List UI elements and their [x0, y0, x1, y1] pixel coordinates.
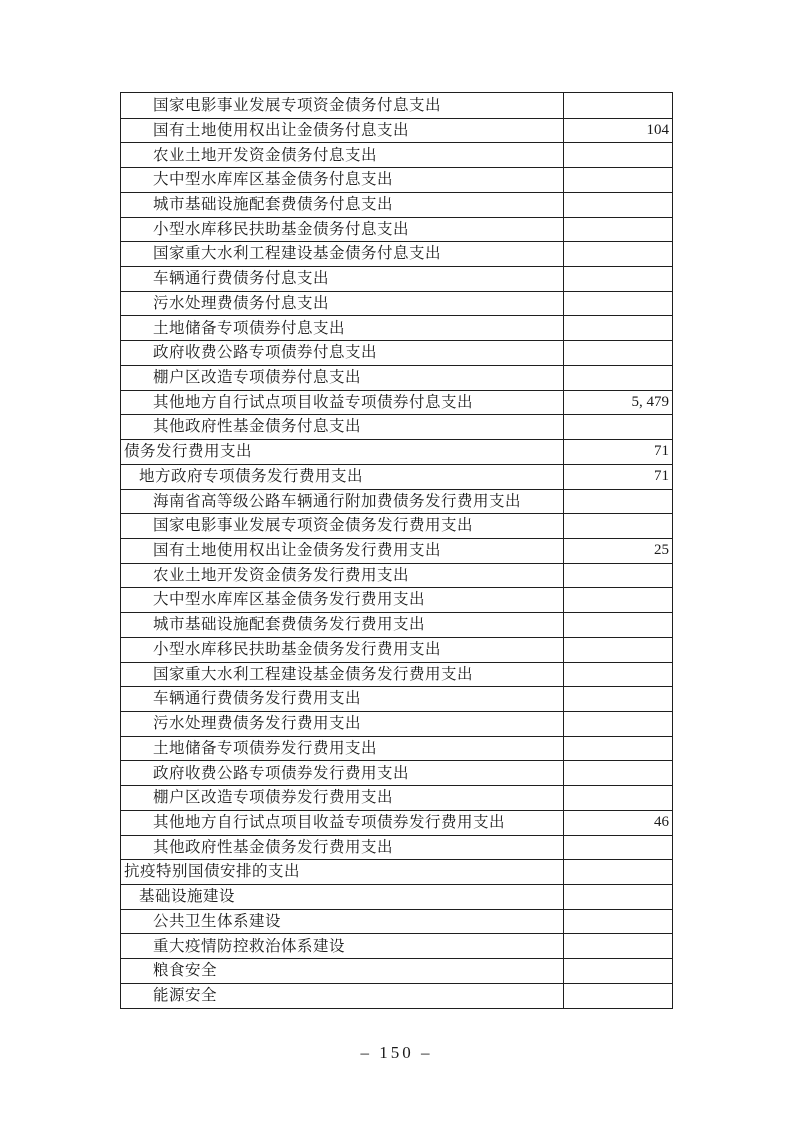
item-value: 5, 479 — [631, 393, 669, 410]
table-row — [121, 513, 672, 538]
item-label: 大中型水库库区基金债务发行费用支出 — [153, 591, 426, 609]
table-row — [121, 637, 672, 662]
item-label: 能源安全 — [153, 986, 218, 1004]
item-name-cell — [121, 93, 564, 118]
item-value: 46 — [654, 814, 669, 831]
item-name-cell — [121, 934, 564, 958]
table-row — [121, 686, 672, 711]
item-name-cell — [121, 341, 564, 365]
item-label: 抗疫特别国债安排的支出 — [124, 863, 301, 881]
item-value-cell — [564, 292, 672, 316]
item-label: 国有土地使用权出让金债务付息支出 — [153, 121, 410, 139]
item-label: 国家重大水利工程建设基金债务付息支出 — [153, 245, 442, 263]
table-row — [121, 859, 672, 884]
item-value-cell — [564, 267, 672, 291]
item-name-cell — [121, 490, 564, 514]
item-value-cell — [564, 885, 672, 909]
item-value-cell — [564, 910, 672, 934]
item-name-cell — [121, 811, 564, 835]
item-label: 城市基础设施配套费债务付息支出 — [153, 195, 394, 213]
item-value-cell — [564, 415, 672, 439]
item-value-cell — [564, 860, 672, 884]
budget-table — [120, 92, 673, 1009]
item-label: 小型水库移民扶助基金债务发行费用支出 — [153, 640, 442, 658]
table-row — [121, 662, 672, 687]
item-label: 国家电影事业发展专项资金债务付息支出 — [153, 96, 442, 114]
item-name-cell — [121, 267, 564, 291]
table-row — [121, 340, 672, 365]
item-value-cell — [564, 638, 672, 662]
item-label: 政府收费公路专项债券付息支出 — [153, 344, 378, 362]
item-value-cell — [564, 242, 672, 266]
item-value: 25 — [654, 542, 669, 559]
item-value-cell — [564, 366, 672, 390]
table-row — [121, 291, 672, 316]
item-label: 国有土地使用权出让金债务发行费用支出 — [153, 542, 442, 560]
table-row — [121, 538, 672, 563]
item-label: 农业土地开发资金债务付息支出 — [153, 146, 378, 164]
item-value-cell — [564, 218, 672, 242]
item-label: 城市基础设施配套费债务发行费用支出 — [153, 616, 426, 634]
item-label: 国家重大水利工程建设基金债务发行费用支出 — [153, 665, 474, 683]
table-row — [121, 884, 672, 909]
item-value-cell — [564, 712, 672, 736]
item-value: 71 — [654, 443, 669, 460]
item-value-cell — [564, 959, 672, 983]
item-name-cell — [121, 193, 564, 217]
item-name-cell — [121, 761, 564, 785]
item-name-cell — [121, 440, 564, 464]
item-value-cell — [564, 811, 672, 835]
table-row — [121, 365, 672, 390]
table-row — [121, 736, 672, 761]
item-name-cell — [121, 638, 564, 662]
table-row — [121, 390, 672, 415]
item-value-cell — [564, 465, 672, 489]
item-name-cell — [121, 588, 564, 612]
item-name-cell — [121, 984, 564, 1008]
table-row — [121, 192, 672, 217]
item-value-cell — [564, 119, 672, 143]
item-label: 其他地方自行试点项目收益专项债券付息支出 — [153, 393, 474, 411]
item-label: 车辆通行费债务发行费用支出 — [153, 690, 362, 708]
table-row — [121, 167, 672, 192]
item-label: 污水处理费债务发行费用支出 — [153, 715, 362, 733]
item-value-cell — [564, 761, 672, 785]
table-row — [121, 464, 672, 489]
item-label: 土地储备专项债券发行费用支出 — [153, 739, 378, 757]
item-value-cell — [564, 490, 672, 514]
item-name-cell — [121, 316, 564, 340]
table-row — [121, 217, 672, 242]
item-name-cell — [121, 168, 564, 192]
item-value-cell — [564, 836, 672, 860]
table-row — [121, 587, 672, 612]
item-name-cell — [121, 415, 564, 439]
table-row — [121, 93, 672, 118]
item-label: 大中型水库库区基金债务付息支出 — [153, 171, 394, 189]
item-value-cell — [564, 168, 672, 192]
item-name-cell — [121, 613, 564, 637]
item-name-cell — [121, 514, 564, 538]
item-label: 土地储备专项债券付息支出 — [153, 319, 346, 337]
table-row — [121, 760, 672, 785]
table-row — [121, 142, 672, 167]
item-value: 71 — [654, 468, 669, 485]
table-row — [121, 810, 672, 835]
item-label: 政府收费公路专项债券发行费用支出 — [153, 764, 410, 782]
table-row — [121, 933, 672, 958]
item-label: 棚户区改造专项债券发行费用支出 — [153, 789, 394, 807]
item-value-cell — [564, 93, 672, 118]
table-row — [121, 612, 672, 637]
item-label: 车辆通行费债务付息支出 — [153, 270, 330, 288]
item-value-cell — [564, 316, 672, 340]
item-name-cell — [121, 885, 564, 909]
item-name-cell — [121, 836, 564, 860]
table-row — [121, 909, 672, 934]
item-name-cell — [121, 218, 564, 242]
item-name-cell — [121, 786, 564, 810]
table-row — [121, 315, 672, 340]
item-name-cell — [121, 712, 564, 736]
item-label: 污水处理费债务付息支出 — [153, 294, 330, 312]
item-name-cell — [121, 391, 564, 415]
item-label: 其他地方自行试点项目收益专项债券发行费用支出 — [153, 813, 506, 831]
item-name-cell — [121, 737, 564, 761]
item-label: 棚户区改造专项债券付息支出 — [153, 369, 362, 387]
item-name-cell — [121, 119, 564, 143]
item-label: 重大疫情防控救治体系建设 — [153, 937, 346, 955]
item-name-cell — [121, 292, 564, 316]
item-value-cell — [564, 934, 672, 958]
item-label: 公共卫生体系建设 — [153, 912, 282, 930]
item-name-cell — [121, 242, 564, 266]
table-row — [121, 958, 672, 983]
item-label: 债务发行费用支出 — [124, 443, 253, 461]
page-number: – 150 – — [360, 1043, 433, 1062]
item-value-cell — [564, 440, 672, 464]
item-value: 104 — [646, 122, 669, 139]
item-value-cell — [564, 514, 672, 538]
item-value-cell — [564, 143, 672, 167]
item-label: 农业土地开发资金债务发行费用支出 — [153, 566, 410, 584]
item-label: 基础设施建设 — [139, 888, 236, 906]
table-row — [121, 983, 672, 1008]
item-name-cell — [121, 539, 564, 563]
table-row — [121, 414, 672, 439]
item-label: 海南省高等级公路车辆通行附加费债务发行费用支出 — [153, 492, 522, 510]
table-row — [121, 439, 672, 464]
item-value-cell — [564, 737, 672, 761]
table-row — [121, 563, 672, 588]
item-name-cell — [121, 860, 564, 884]
item-name-cell — [121, 663, 564, 687]
table-row — [121, 785, 672, 810]
item-name-cell — [121, 465, 564, 489]
item-label: 其他政府性基金债务付息支出 — [153, 418, 362, 436]
item-label: 粮食安全 — [153, 962, 218, 980]
item-value-cell — [564, 564, 672, 588]
item-value-cell — [564, 341, 672, 365]
table-row — [121, 489, 672, 514]
item-value-cell — [564, 786, 672, 810]
item-name-cell — [121, 910, 564, 934]
item-value-cell — [564, 539, 672, 563]
item-name-cell — [121, 366, 564, 390]
table-row — [121, 711, 672, 736]
item-name-cell — [121, 959, 564, 983]
item-name-cell — [121, 687, 564, 711]
item-label: 地方政府专项债务发行费用支出 — [139, 467, 364, 485]
item-value-cell — [564, 613, 672, 637]
table-row — [121, 266, 672, 291]
item-label: 其他政府性基金债务发行费用支出 — [153, 838, 394, 856]
item-name-cell — [121, 564, 564, 588]
item-name-cell — [121, 143, 564, 167]
item-value-cell — [564, 588, 672, 612]
item-value-cell — [564, 663, 672, 687]
item-value-cell — [564, 193, 672, 217]
table-row — [121, 241, 672, 266]
item-value-cell — [564, 391, 672, 415]
item-value-cell — [564, 687, 672, 711]
table-row — [121, 835, 672, 860]
item-label: 国家电影事业发展专项资金债务发行费用支出 — [153, 517, 474, 535]
table-row — [121, 118, 672, 143]
item-value-cell — [564, 984, 672, 1008]
item-label: 小型水库移民扶助基金债务付息支出 — [153, 220, 410, 238]
